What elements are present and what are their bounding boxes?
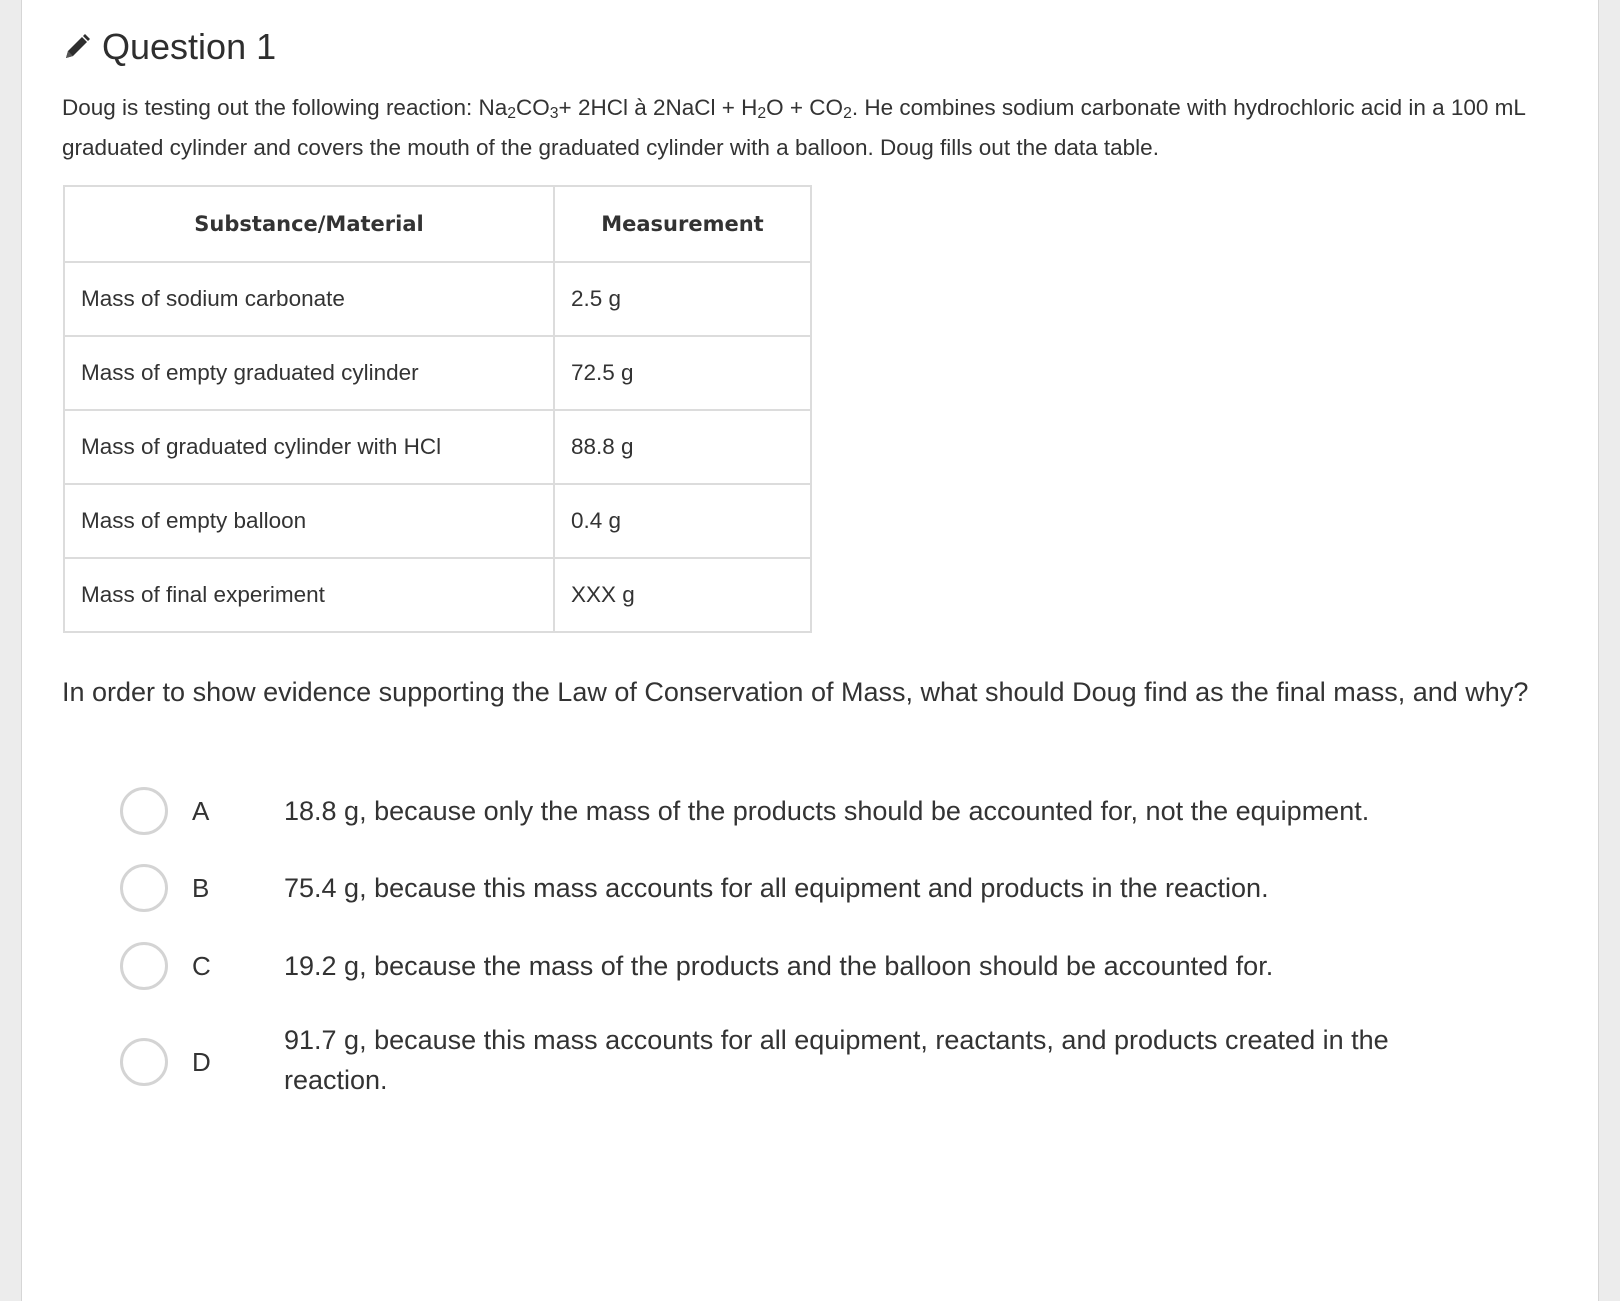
measurement-cell: XXX g [554,558,811,632]
question-title: Question 1 [102,26,277,67]
measurement-cell: 88.8 g [554,410,811,484]
measurement-cell: 2.5 g [554,262,811,336]
radio-button-b[interactable] [120,864,168,912]
option-letter: A [192,795,210,826]
column-header-measurement: Measurement [554,186,811,262]
question-header [62,26,276,68]
question-text: In order to show evidence supporting the Law of Conservation of Mass, what should Doug find as the final mass, and why? [62,677,1529,707]
table-row [64,558,811,632]
substance-cell: Mass of empty graduated cylinder [64,336,554,410]
radio-button-d[interactable] [120,1038,168,1086]
option-text: 19.2 g, because the mass of the products and the balloon should be accounted for. [284,951,1274,981]
option-d[interactable] [120,1025,1389,1095]
question-prompt: Doug is testing out the following reaction: $Na_2CO_3+ 2HCl$ à 2NaCl + $H_2O + CO_2$. He combines sodium carbonate with hydrochloric acid in a 100 mL graduated cylinder and covers the mouth of the graduated cylinder with a balloon. Doug fills out the data table. [62,95,1526,160]
measurement-cell: 72.5 g [554,336,811,410]
table-header-row [64,186,811,262]
substance-cell: Mass of final experiment [64,558,554,632]
table-row [64,262,811,336]
option-text: 75.4 g, because this mass accounts for all equipment and products in the reaction. [284,873,1269,903]
table-row [64,336,811,410]
substance-cell: Mass of graduated cylinder with HCl [64,410,554,484]
question-panel [21,0,1599,1301]
option-c[interactable] [120,943,1274,989]
option-b[interactable] [120,865,1269,911]
option-letter: C [192,950,211,981]
substance-cell: Mass of empty balloon [64,484,554,558]
radio-button-c[interactable] [120,942,168,990]
option-a[interactable] [120,788,1370,834]
option-text: 91.7 g, because this mass accounts for all equipment, reactants, and products created in the reaction. [284,1025,1389,1095]
option-letter: D [192,1046,211,1077]
table-row [64,484,811,558]
column-header-substance: Substance/Material [64,186,554,262]
radio-button-a[interactable] [120,787,168,835]
measurement-cell: 0.4 g [554,484,811,558]
table-row [64,410,811,484]
pencil-icon [62,32,92,62]
option-letter: B [192,872,210,903]
substance-cell: Mass of sodium carbonate [64,262,554,336]
option-text: 18.8 g, because only the mass of the products should be accounted for, not the equipment. [284,796,1370,826]
data-table [63,185,812,633]
